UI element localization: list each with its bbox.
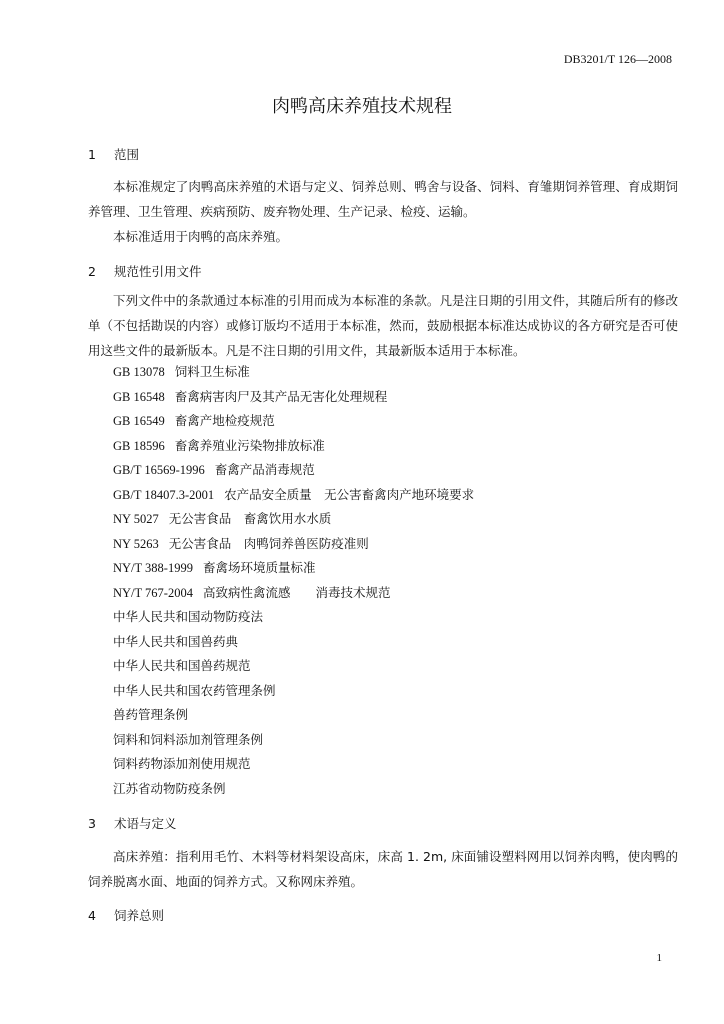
reference-code: GB 16548 xyxy=(113,389,165,404)
reference-name: 农产品安全质量 无公害畜禽肉产地环境要求 xyxy=(224,486,475,502)
section-title: 范围 xyxy=(114,147,140,162)
section-title: 术语与定义 xyxy=(114,816,177,831)
reference-name: 无公害食品 畜禽饮用水水质 xyxy=(168,511,332,526)
reference-code: NY/T 388-1999 xyxy=(113,561,193,575)
section-heading-terms xyxy=(88,814,177,832)
section-number: 3 xyxy=(88,816,96,831)
section-heading-general-rules xyxy=(88,906,164,924)
reference-item xyxy=(113,703,474,728)
reference-code: GB/T 16569-1996 xyxy=(113,463,205,477)
reference-item xyxy=(113,434,474,459)
section-heading-normative-references xyxy=(88,262,202,280)
reference-code: NY 5263 xyxy=(113,536,159,551)
reference-name: 畜禽产地检疫规范 xyxy=(174,413,275,428)
section-number: 1 xyxy=(88,147,96,162)
document-title: 肉鸭高床养殖技术规程 xyxy=(272,96,452,117)
reference-name: 中华人民共和国兽药规范 xyxy=(113,658,251,673)
reference-code: GB 13078 xyxy=(113,365,165,379)
reference-item xyxy=(113,605,474,630)
document-code: DB3201/T 126—2008 xyxy=(563,52,672,66)
reference-name: 饲料药物添加剂使用规范 xyxy=(113,756,251,771)
reference-item xyxy=(113,777,474,802)
page-number: 1 xyxy=(656,952,662,964)
reference-name: 兽药管理条例 xyxy=(113,707,189,722)
reference-code: GB 18596 xyxy=(113,438,165,453)
section-number: 2 xyxy=(88,264,96,279)
reference-name: 中华人民共和国动物防疫法 xyxy=(113,609,264,624)
reference-item xyxy=(113,556,474,581)
terms-body xyxy=(88,844,678,894)
reference-name: 无公害食品 肉鸭饲养兽医防疫准则 xyxy=(168,535,369,551)
reference-item xyxy=(113,483,474,508)
reference-name: 畜禽病害肉尸及其产品无害化处理规程 xyxy=(174,388,388,404)
scope-paragraph: 本标准规定了肉鸭高床养殖的术语与定义、饲养总则、鸭舍与设备、饲料、育雏期饲养管理、育成期饲养管理、卫生管理、疾病预防、废弃物处理、生产记录、检疫、运输。 xyxy=(88,179,678,219)
normative-intro xyxy=(88,288,678,363)
reference-item xyxy=(113,654,474,679)
reference-item xyxy=(113,752,474,777)
reference-code: GB 16549 xyxy=(113,414,165,428)
reference-item xyxy=(113,581,474,606)
reference-name: 饲料和饲料添加剂管理条例 xyxy=(113,731,264,747)
term-definition: 高床养殖：指利用毛竹、木料等材料架设高床，床高 1. 2m, 床面铺设塑料网用以饲养肉鸭，使肉鸭的饲养脱离水面、地面的饲养方式。又称网床养殖。 xyxy=(88,849,678,889)
section-title: 饲养总则 xyxy=(114,908,165,923)
reference-list xyxy=(113,360,474,801)
reference-name: 饲料卫生标准 xyxy=(174,364,250,379)
reference-item xyxy=(113,409,474,434)
reference-item xyxy=(113,728,474,753)
reference-item xyxy=(113,679,474,704)
section-number: 4 xyxy=(88,908,96,923)
normative-intro-paragraph: 下列文件中的条款通过本标准的引用而成为本标准的条款。凡是注日期的引用文件，其随后所有的修改单（不包括勘误的内容）或修订版均不适用于本标准，然而，鼓励根据本标准达成协议的各方研究是否可使用这些文件的最新版本。凡是不注日期的引用文件，其最新版本适用于本标准。 xyxy=(88,293,678,358)
reference-item xyxy=(113,532,474,557)
reference-name: 高致病性禽流感 消毒技术规范 xyxy=(202,584,391,600)
reference-name: 中华人民共和国农药管理条例 xyxy=(113,682,276,698)
reference-code: GB/T 18407.3-2001 xyxy=(113,487,215,502)
reference-item xyxy=(113,360,474,385)
reference-item xyxy=(113,458,474,483)
reference-code: NY/T 767-2004 xyxy=(113,585,193,600)
reference-name: 畜禽产品消毒规范 xyxy=(214,462,315,477)
scope-body xyxy=(88,174,678,249)
reference-item xyxy=(113,507,474,532)
section-heading-scope xyxy=(88,145,139,163)
reference-name: 江苏省动物防疫条例 xyxy=(113,780,226,796)
reference-item xyxy=(113,630,474,655)
reference-name: 畜禽养殖业污染物排放标准 xyxy=(174,437,325,453)
reference-name: 畜禽场环境质量标准 xyxy=(202,560,316,575)
reference-name: 中华人民共和国兽药典 xyxy=(113,633,239,649)
scope-applicability: 本标准适用于肉鸭的高床养殖。 xyxy=(113,229,289,244)
reference-code: NY 5027 xyxy=(113,512,159,526)
section-title: 规范性引用文件 xyxy=(114,264,202,279)
reference-item xyxy=(113,385,474,410)
